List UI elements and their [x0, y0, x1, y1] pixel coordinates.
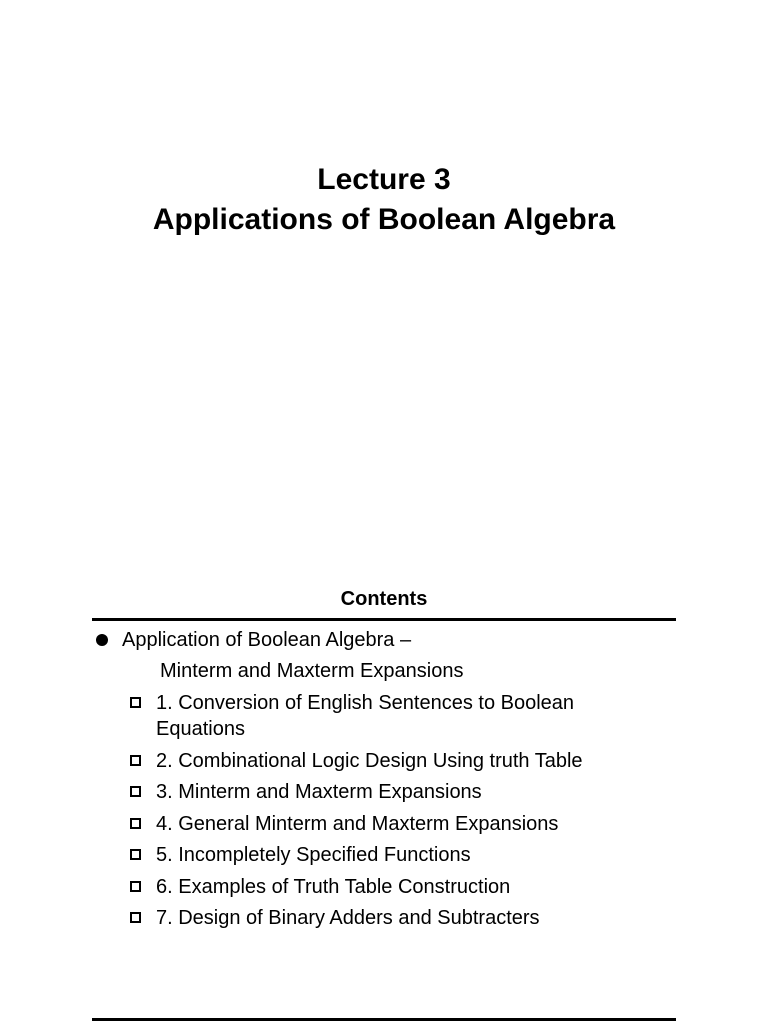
hollow-square-bullet-icon: [130, 881, 141, 892]
sub-item-4: 4. General Minterm and Maxterm Expansions: [156, 813, 559, 835]
lecture-number: Lecture 3: [317, 163, 451, 196]
hollow-square-bullet-icon: [130, 697, 141, 708]
sub-item-1-line1: 1. Conversion of English Sentences to Boolean: [156, 692, 575, 714]
hollow-square-bullet-icon: [130, 912, 141, 923]
main-item-line1: Application of Boolean Algebra –: [122, 629, 412, 651]
contents-heading: Contents: [340, 588, 428, 610]
hollow-square-bullet-icon: [130, 786, 141, 797]
lecture-title: [0, 160, 768, 240]
hollow-square-bullet-icon: [130, 849, 141, 860]
hollow-square-bullet-icon: [130, 818, 141, 829]
contents-bottom-divider: [92, 1018, 676, 1021]
sub-item-1-line2: Equations: [156, 718, 245, 740]
contents-top-divider: [92, 618, 676, 621]
sub-item-6: 6. Examples of Truth Table Construction: [156, 876, 511, 898]
lecture-topic: Applications of Boolean Algebra: [152, 203, 616, 236]
main-item-line2: Minterm and Maxterm Expansions: [160, 660, 464, 682]
sub-item-7: 7. Design of Binary Adders and Subtracters: [156, 907, 540, 929]
filled-circle-bullet-icon: [96, 634, 108, 646]
sub-item-5: 5. Incompletely Specified Functions: [156, 844, 471, 866]
sub-item-3: 3. Minterm and Maxterm Expansions: [156, 781, 482, 803]
sub-item-2: 2. Combinational Logic Design Using truth Table: [156, 750, 583, 772]
hollow-square-bullet-icon: [130, 755, 141, 766]
